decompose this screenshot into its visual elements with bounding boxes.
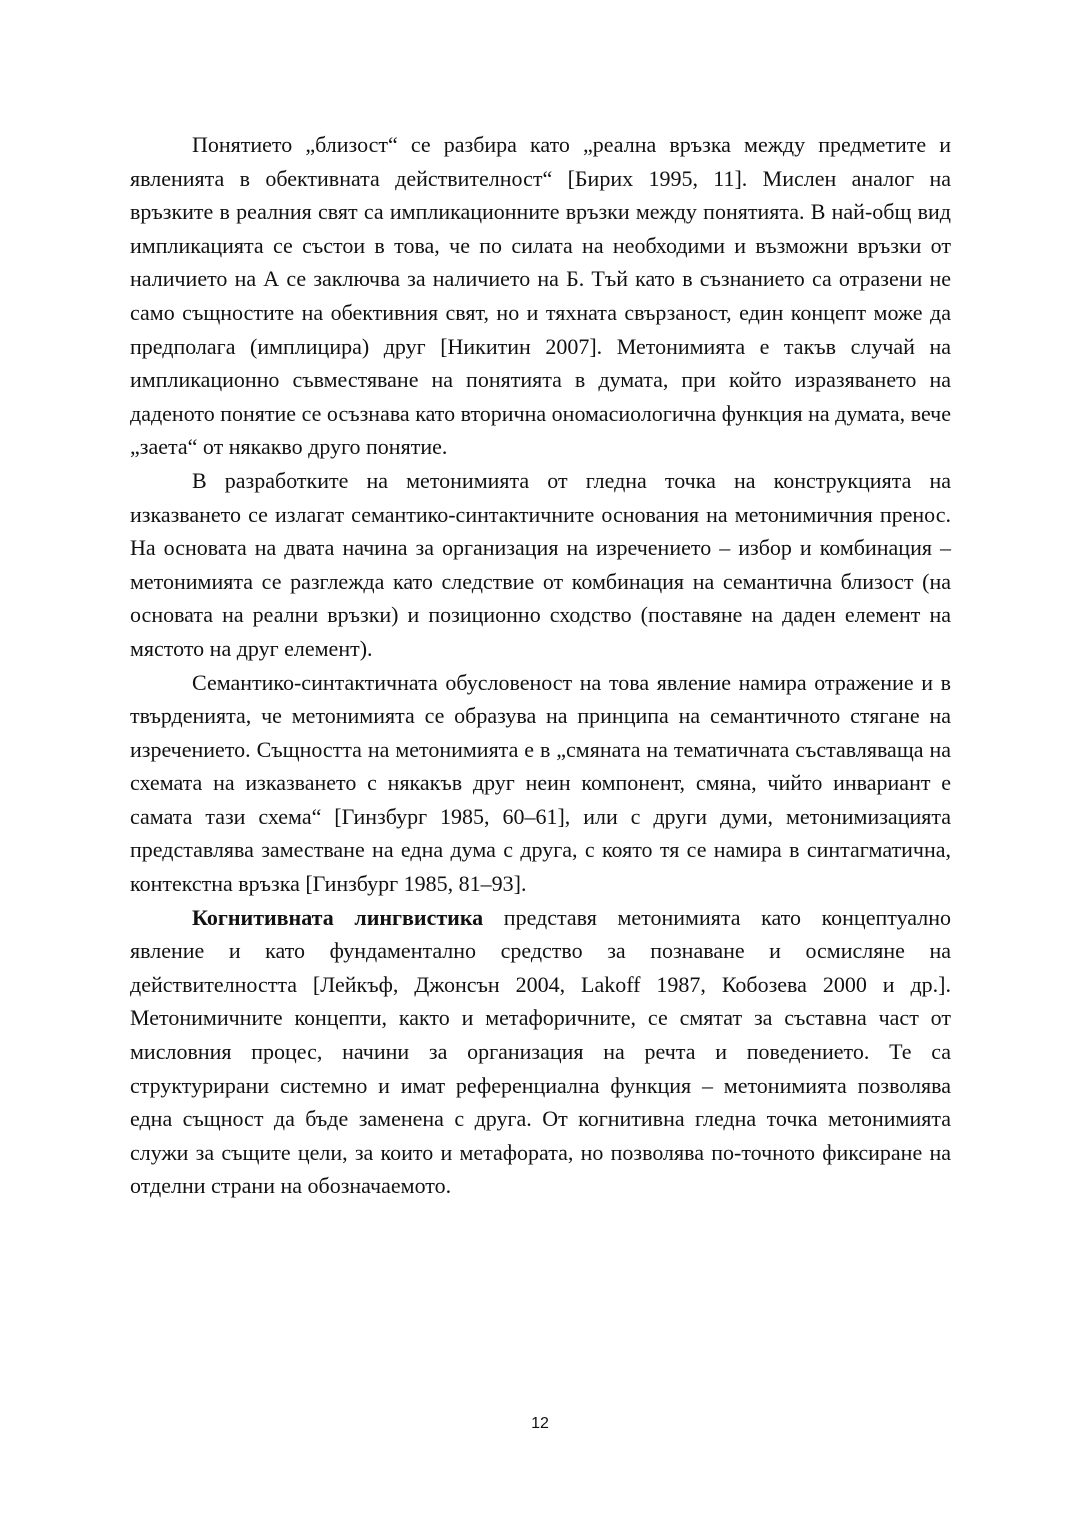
paragraph-proximity: Понятието „близост“ се разбира като „реална връзка между предметите и явленията в обективната действителност“ [Бирих 1995, 11]. Мислен аналог на връзките в реалния свят са импликационните връзки между понятията. В най-общ вид импликацията се състои в това, че по силата на необходими и възможни връзки от наличието на А се заключва за наличието на Б. Тъй като в съзнанието са отразени не само същностите на обективния свят, но и тяхната свързаност, един концепт може да предполага (имплицира) друг [Никитин 2007]. Метонимията е такъв случай на импликационно съвместяване на понятията в думата, при който изразяването на даденото понятие се осъзнава като вторична ономасиологична функция на думата, вече „заета“ от някакво друго понятие.: [130, 132, 951, 460]
paragraph-cognitive-text: представя метонимията като концептуално явление и като фундаментално средство за познаване и осмисляне на действителността [Лейкъф, Джонсън 2004, Lakoff 1987, Кобозева 2000 и др.]. Метонимичните концепти, както и метафоричните, се смятат за съставна част от мисловния процес, начини за организация на речта и поведението. Те са структурирани системно и имат референциална функция – метонимията позволява една същност да бъде заменена с друга. От когнитивна гледна точка метонимията служи за същите цели, за които и метафората, но позволява по-точното фиксиране на отделни страни на обозначаемото.: [130, 904, 951, 1199]
paragraph-semantic-syntactic: Семантико-синтактичната обусловеност на това явление намира отражение и в твърденията, че метонимията се образува на принципа на семантичното стягане на изречението. Същността на метонимията е в „смяната на тематичната съставляваща на схемата на изказването с някакъв друг неин компонент, смяна, чийто инвариант е самата тази схема“ [Гинзбург 1985, 60–61], или с други думи, метонимизацията представлява заместване на една дума с друга, с която тя се намира в синтагматична, контекстна връзка [Гинзбург 1985, 81–93].: [130, 669, 951, 897]
paragraph-construction: В разработките на метонимията от гледна точка на конструкцията на изказването се излагат семантико-синтактичните основания на метонимичния пренос. На основата на двата начина за организация на изречението – избор и комбинация – метонимията се разглежда като следствие от комбинация на семантична близост (на основата на реални връзки) и позиционно сходство (поставяне на даден елемент на мястото на друг елемент).: [130, 467, 951, 661]
term-cognitive-linguistics: Когнитивната лингвистика: [192, 904, 484, 930]
paragraph-cognitive-linguistics: [130, 901, 951, 1203]
page-number: 12: [531, 1415, 549, 1432]
body-text: [130, 128, 951, 1203]
